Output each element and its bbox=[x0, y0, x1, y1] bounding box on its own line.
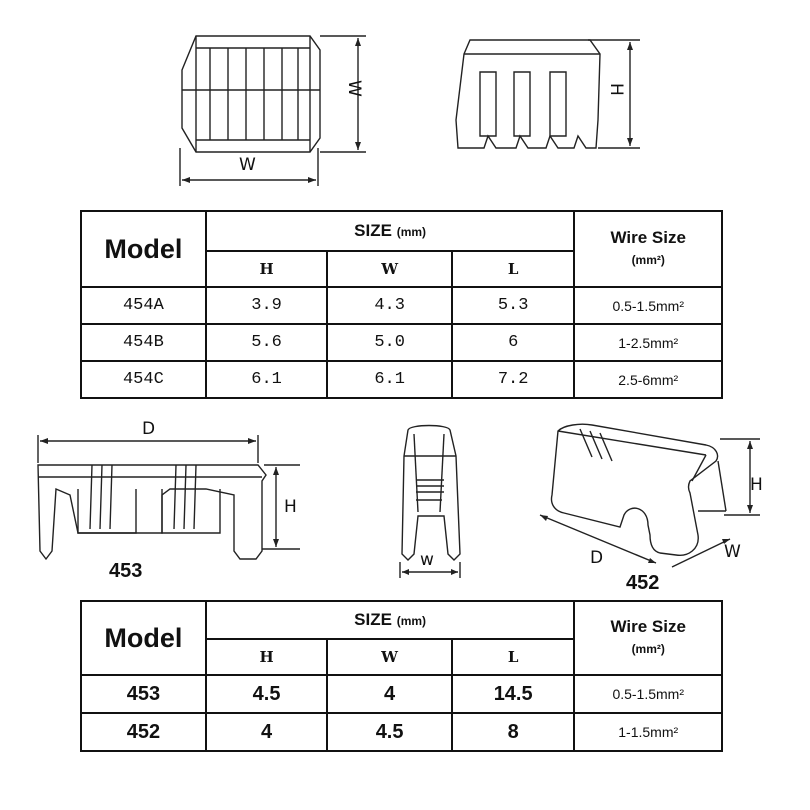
l-cell: 5.3 bbox=[452, 287, 575, 324]
col-w-header: W bbox=[327, 251, 452, 287]
model-cell: 452 bbox=[81, 713, 206, 751]
table-row bbox=[81, 287, 722, 324]
table-row bbox=[81, 324, 722, 361]
model-header: Model bbox=[81, 601, 206, 675]
h-cell: 4 bbox=[206, 713, 328, 751]
w-cell: 4.5 bbox=[327, 713, 452, 751]
wire-cell: 1-2.5mm² bbox=[574, 324, 722, 361]
model-caption-453: 453 bbox=[109, 560, 143, 582]
connector-453-drawing bbox=[30, 425, 310, 560]
col-w-header: W bbox=[327, 639, 452, 675]
model-cell: 453 bbox=[81, 675, 206, 713]
h-cell: 4.5 bbox=[206, 675, 328, 713]
table-row bbox=[81, 361, 722, 398]
spec-table-453-452 bbox=[80, 600, 723, 752]
table-row bbox=[81, 713, 722, 751]
wire-cell: 0.5-1.5mm² bbox=[574, 675, 722, 713]
width-label: W bbox=[239, 155, 256, 175]
h-cell: 5.6 bbox=[206, 324, 328, 361]
col-l-header: L bbox=[452, 639, 575, 675]
width-label: w bbox=[420, 550, 434, 570]
size-header-text: SIZE bbox=[354, 610, 392, 629]
w-cell: 4 bbox=[327, 675, 452, 713]
col-h-header: H bbox=[206, 639, 328, 675]
height-label: H bbox=[750, 475, 763, 495]
h-cell: 6.1 bbox=[206, 361, 328, 398]
w-cell: 4.3 bbox=[327, 287, 452, 324]
l-cell: 8 bbox=[452, 713, 575, 751]
wire-size-header bbox=[574, 211, 722, 287]
col-l-header: L bbox=[452, 251, 575, 287]
model-cell: 454B bbox=[81, 324, 206, 361]
model-cell: 454C bbox=[81, 361, 206, 398]
model-cell: 454A bbox=[81, 287, 206, 324]
l-cell: 7.2 bbox=[452, 361, 575, 398]
wire-size-header bbox=[574, 601, 722, 675]
table-row bbox=[81, 675, 722, 713]
wire-cell: 2.5-6mm² bbox=[574, 361, 722, 398]
l-cell: 14.5 bbox=[452, 675, 575, 713]
size-unit: (mm) bbox=[396, 614, 427, 628]
width-label: W bbox=[724, 542, 741, 562]
wire-size-header-text: Wire Size bbox=[610, 228, 686, 247]
wire-size-unit: (mm²) bbox=[631, 253, 665, 267]
spec-table-454 bbox=[80, 210, 723, 399]
wire-cell: 1-1.5mm² bbox=[574, 713, 722, 751]
depth-label: D bbox=[142, 419, 156, 439]
w-cell: 6.1 bbox=[327, 361, 452, 398]
height-label: H bbox=[284, 497, 297, 517]
wire-size-unit: (mm²) bbox=[631, 642, 665, 656]
depth-label: D bbox=[590, 548, 604, 568]
h-cell: 3.9 bbox=[206, 287, 328, 324]
size-unit: (mm) bbox=[396, 225, 427, 239]
w-cell: 5.0 bbox=[327, 324, 452, 361]
model-header: Model bbox=[81, 211, 206, 287]
col-h-header: H bbox=[206, 251, 328, 287]
size-header bbox=[206, 211, 575, 251]
model-caption-452: 452 bbox=[626, 572, 660, 594]
size-header bbox=[206, 601, 575, 639]
wire-cell: 0.5-1.5mm² bbox=[574, 287, 722, 324]
height-label: H bbox=[606, 83, 626, 96]
size-header-text: SIZE bbox=[354, 221, 392, 240]
l-cell: 6 bbox=[452, 324, 575, 361]
width-label-side: W bbox=[344, 80, 364, 97]
wire-size-header-text: Wire Size bbox=[610, 617, 686, 636]
